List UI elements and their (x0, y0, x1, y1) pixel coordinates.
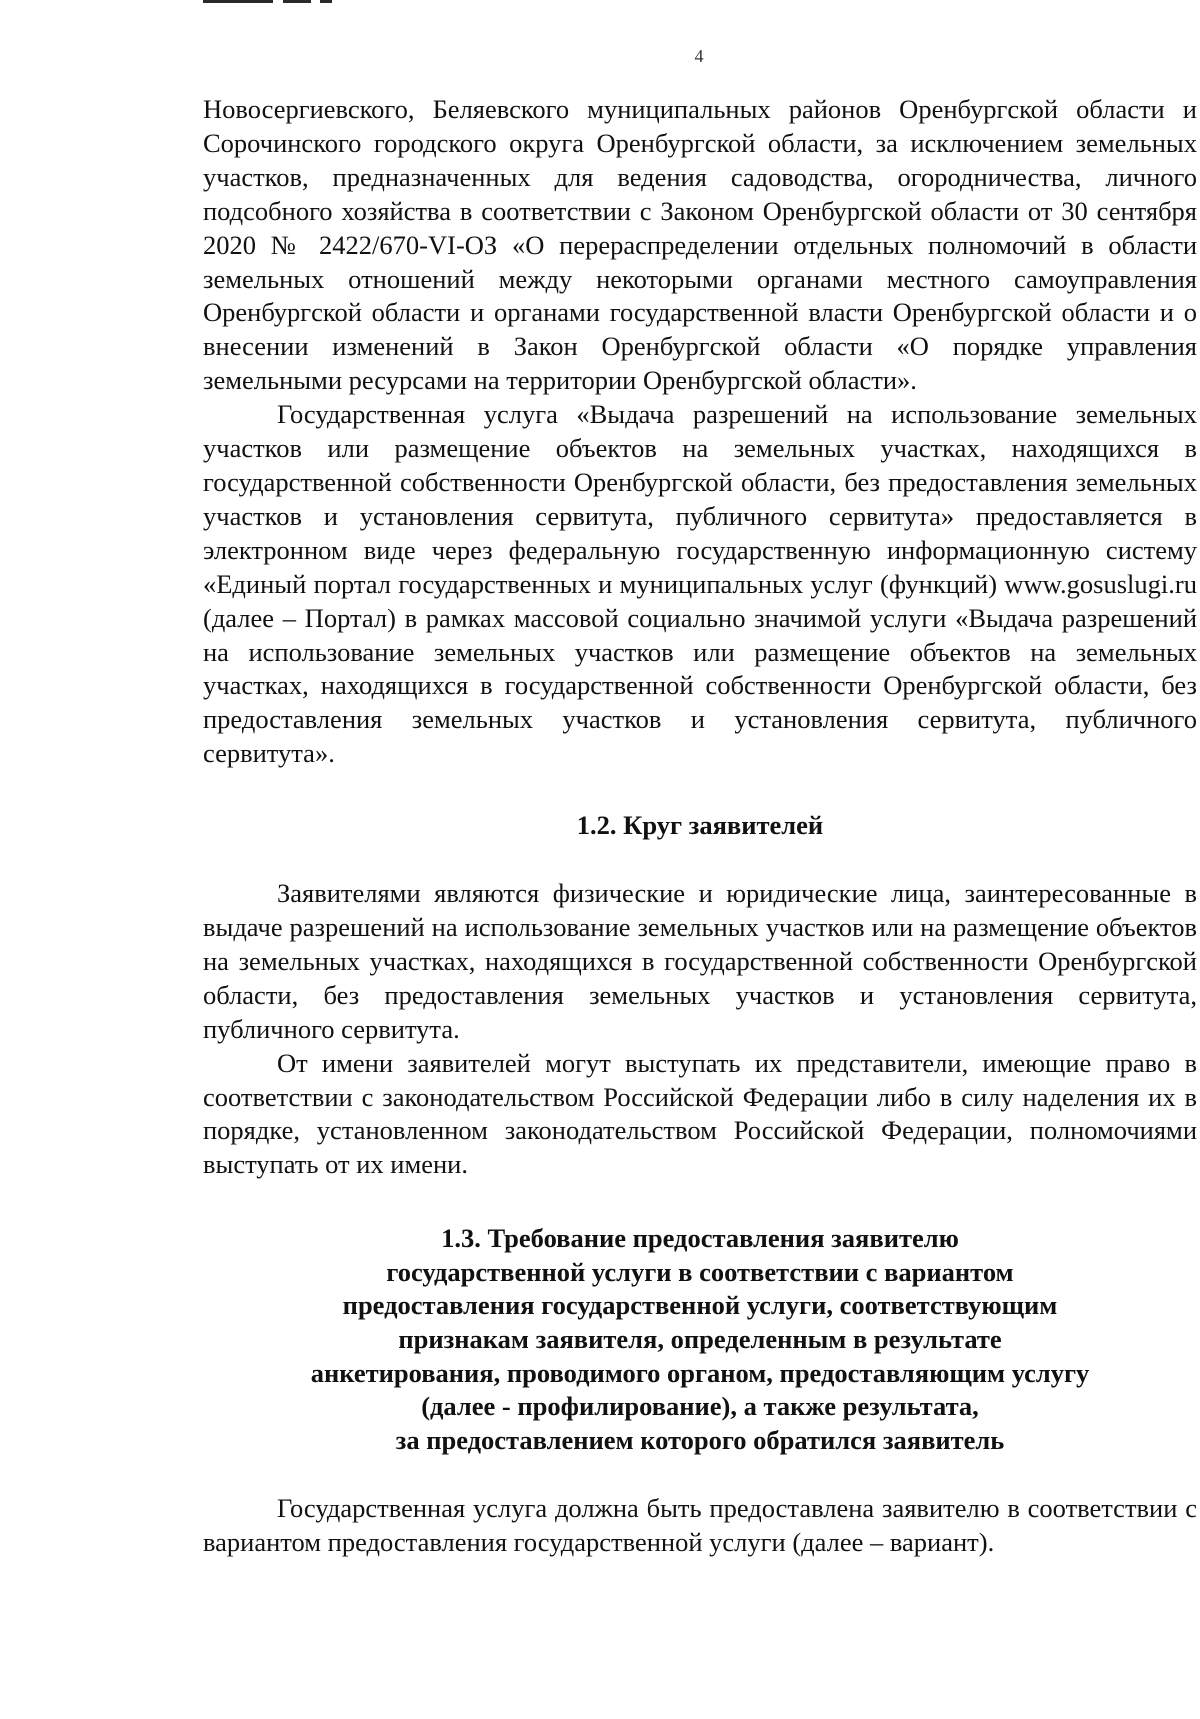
paragraph-applicants: Заявителями являются физические и юридические лица, заинтересованные в выдаче разрешений на использование земельных участков или на размещение объектов на земельных участках, находящихся в государственной собственности Оренбургской области, без предоставления земельных участков и установления сервитута, публичного сервитута. (203, 878, 1197, 1044)
section-heading-1-2: 1.2. Круг заявителей (576, 810, 824, 841)
paragraph-service-portal: Государственная услуга «Выдача разрешений на использование земельных участков или размещение объектов на земельных участках, находящихся в государственной собственности Оренбургской области, без предоставления земельных участков и установления сервитута, публичного сервитута» предоставляется в электронном виде через федеральную государственную информационную систему «Единый портал государственных и муниципальных услуг (функций) www.gosuslugi.ru (далее – Портал) в рамках массовой социально значимой услуги «Выдача разрешений на использование земельных участков или размещение объектов на земельных участках, находящихся в государственной собственности Оренбургской области, без предоставления земельных участков и установления сервитута, публичного сервитута». (203, 399, 1197, 769)
paragraph-continuation: Новосергиевского, Беляевского муниципальных районов Оренбургской области и Сорочинского городского округа Оренбургской области, за исключением земельных участков, предназначенных для ведения садоводства, огородничества, личного подсобного хозяйства в соответствии с Законом Оренбургской области от 30 сентября 2020 № 2422/670-VI-ОЗ «О перераспределении отдельных полномочий в области земельных отношений между некоторыми органами местного самоуправления Оренбургской области и органами государственной власти Оренбургской области и о внесении изменений в Закон Оренбургской области «О порядке управления земельными ресурсами на территории Оренбургской области». (203, 94, 1197, 396)
heading-line: (далее - профилирование), а также результата, (421, 1391, 979, 1422)
scan-artifact-mark (320, 0, 332, 3)
scan-artifact-mark (203, 0, 273, 3)
heading-line: государственной услуги в соответствии с вариантом (386, 1256, 1014, 1287)
spacer (203, 1457, 1197, 1492)
heading-line: признакам заявителя, определенным в результате (398, 1324, 1002, 1355)
document-body (203, 93, 1197, 1560)
page-number: 4 (694, 46, 704, 66)
heading-line: анкетирования, проводимого органом, предоставляющим услугу (310, 1357, 1090, 1388)
heading-line: предоставления государственной услуги, соответствующим (342, 1290, 1058, 1321)
scan-artifact-mark (283, 0, 311, 3)
spacer (203, 842, 1197, 877)
paragraph-representatives: От имени заявителей могут выступать их представители, имеющие право в соответствии с законодательством Российской Федерации либо в силу наделения их в порядке, установленном законодательством Российской Федерации, полномочиями выступать от их имени. (203, 1047, 1197, 1180)
heading-line: 1.3. Требование предоставления заявителю (441, 1223, 959, 1254)
paragraph-variant: Государственная услуга должна быть предоставлена заявителю в соответствии с вариантом предоставления государственной услуги (далее – вариант). (203, 1493, 1197, 1558)
section-heading-1-3 (203, 1222, 1197, 1457)
heading-line: за предоставлением которого обратился заявитель (395, 1424, 1005, 1455)
